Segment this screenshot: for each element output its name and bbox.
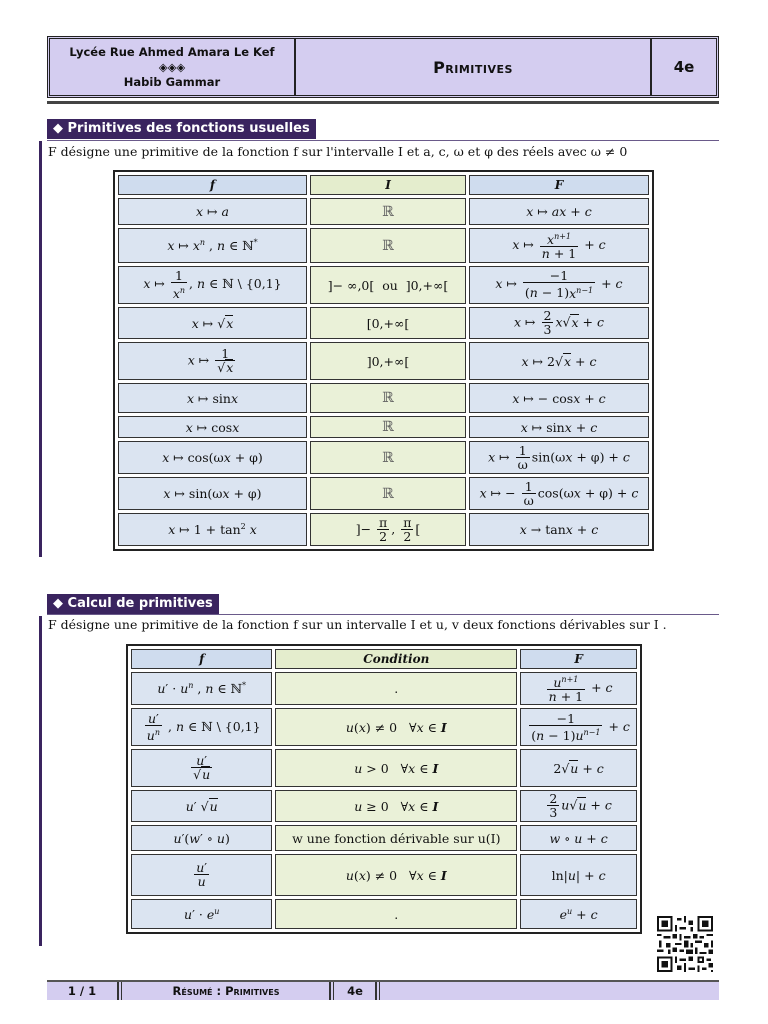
table-usual-primitives (113, 170, 654, 551)
interval: ℝ (310, 416, 466, 438)
formula-f: x ↦ sin(ωx + φ) (118, 477, 307, 510)
formula-F: x → tanx + c (469, 513, 649, 546)
table-row (118, 477, 649, 510)
table-row (131, 749, 637, 787)
qr-code-icon (657, 916, 713, 972)
formula-f: x ↦ a (118, 198, 307, 225)
formula-f: x ↦ $x^n$ , n ∈ ℕ* (118, 228, 307, 263)
formula-F: x ↦ $\frac{-1}{(n - 1)x^{n-1}}$ + c (469, 266, 649, 304)
condition: u > 0 ∀x ∈ I (275, 749, 517, 787)
table-row (118, 198, 649, 225)
header-divider (47, 101, 719, 104)
formula-f: x ↦ sinx (118, 383, 307, 413)
footer-separator (117, 982, 122, 1000)
interval: [0,+∞[ (310, 307, 466, 339)
interval: ]− $\frac{\pi}{2}$ , $\frac{\pi}{2}$ [ (310, 513, 466, 546)
formula-F: x ↦ $\frac{2}{3}$ x√x + c (469, 307, 649, 339)
formula-F: x ↦ − cosx + c (469, 383, 649, 413)
page-number: 1 / 1 (67, 984, 97, 998)
formula-f: x ↦ cosx (118, 416, 307, 438)
footer-label: Résumé : Primitives (172, 984, 280, 998)
table-row (118, 513, 649, 546)
condition: . (275, 672, 517, 705)
formula-f: $u' \cdot e^u$ (131, 899, 272, 929)
interval: ]0,+∞[ (310, 342, 466, 380)
table-header-row (131, 649, 637, 669)
condition: u ≥ 0 ∀x ∈ I (275, 790, 517, 822)
section2-title: ◆ Calcul de primitives (47, 594, 219, 614)
condition: w une fonction dérivable sur u(I) (275, 825, 517, 851)
formula-F: x ↦ $\frac{1}{\omega}$ sin(ωx + φ) + c (469, 441, 649, 474)
table-header-row (118, 175, 649, 195)
table-row (131, 672, 637, 705)
condition: u(x) ≠ 0 ∀x ∈ I (275, 854, 517, 896)
table-primitive-rules (126, 644, 642, 934)
col-header-condition: Condition (275, 649, 517, 669)
header-school-block (50, 39, 296, 95)
formula-f: x ↦ $\frac{1}{√x}$ (118, 342, 307, 380)
formula-F: x ↦ ax + c (469, 198, 649, 225)
table-row (118, 441, 649, 474)
formula-f: u′ √u (131, 790, 272, 822)
ornament: ◈◈◈ (158, 59, 186, 74)
formula-F: x ↦ $\frac{x^{n+1}}{n + 1}$ + c (469, 228, 649, 263)
formula-f: $u' \cdot u^n$ , n ∈ ℕ* (131, 672, 272, 705)
footer-separator (375, 982, 380, 1000)
level-badge: 4e (673, 58, 695, 76)
table-row (131, 790, 637, 822)
formula-F: $e^u + c$ (520, 899, 637, 929)
formula-f: $\frac{u'}{u}$ (131, 854, 272, 896)
section1-vertical-bar (39, 141, 42, 557)
table-row (118, 342, 649, 380)
formula-F: ln|u| + c (520, 854, 637, 896)
table-row (118, 307, 649, 339)
formula-f: $\frac{u'}{√u}$ (131, 749, 272, 787)
formula-F: 2√u + c (520, 749, 637, 787)
table-row (118, 266, 649, 304)
table-row (131, 708, 637, 746)
formula-F: $\frac{2}{3}$ u√u + c (520, 790, 637, 822)
table-row (131, 899, 637, 929)
formula-f: u′(w′ ∘ u) (131, 825, 272, 851)
formula-f: x ↦ √x (118, 307, 307, 339)
formula-F: w ∘ u + c (520, 825, 637, 851)
table-row (118, 416, 649, 438)
table-row (118, 383, 649, 413)
table-row (131, 825, 637, 851)
footer-separator (329, 982, 334, 1000)
section1-rule (47, 140, 719, 141)
condition: u(x) ≠ 0 ∀x ∈ I (275, 708, 517, 746)
formula-f: x ↦ cos(ωx + φ) (118, 441, 307, 474)
col-header-I: I (310, 175, 466, 195)
page-title: Primitives (296, 39, 652, 95)
interval: ℝ (310, 228, 466, 263)
section2-intro: F désigne une primitive de la fonction f sur un intervalle I et u, v deux fonctions dérivables sur I . (48, 617, 667, 632)
formula-F: x ↦ 2√x + c (469, 342, 649, 380)
author-name: Habib Gammar (123, 74, 221, 89)
interval: ℝ (310, 198, 466, 225)
col-header-F: F (469, 175, 649, 195)
col-header-F: F (520, 649, 637, 669)
col-header-f: f (131, 649, 272, 669)
table-row (131, 854, 637, 896)
section2-vertical-bar (39, 616, 42, 946)
section1-title: ◆ Primitives des fonctions usuelles (47, 119, 316, 139)
interval: ]− ∞,0[ ou ]0,+∞[ (310, 266, 466, 304)
footer-level: 4e (347, 984, 363, 998)
interval: ℝ (310, 383, 466, 413)
col-header-f: f (118, 175, 307, 195)
formula-F: $\frac{u^{n+1}}{n + 1}$ + c (520, 672, 637, 705)
formula-F: x ↦ sinx + c (469, 416, 649, 438)
condition: . (275, 899, 517, 929)
table-row (118, 228, 649, 263)
interval: ℝ (310, 441, 466, 474)
interval: ℝ (310, 477, 466, 510)
formula-f: x ↦ $1 + \tan^2 x$ (118, 513, 307, 546)
formula-F: $\frac{-1}{(n - 1)u^{n-1}}$ + c (520, 708, 637, 746)
page-header (47, 36, 719, 98)
formula-f: $\frac{u'}{u^n}$ , n ∈ ℕ \ {0,1} (131, 708, 272, 746)
formula-F: x ↦ − $\frac{1}{\omega}$ cos(ωx + φ) + c (469, 477, 649, 510)
page-footer (47, 980, 719, 1000)
formula-f: x ↦ $\frac{1}{x^n}$ , n ∈ ℕ \ {0,1} (118, 266, 307, 304)
section1-intro: F désigne une primitive de la fonction f sur l'intervalle I et a, c, ω et φ des réels avec ω ≠ 0 (48, 144, 628, 159)
school-name: Lycée Rue Ahmed Amara Le Kef (69, 44, 275, 59)
section2-rule (47, 614, 719, 615)
